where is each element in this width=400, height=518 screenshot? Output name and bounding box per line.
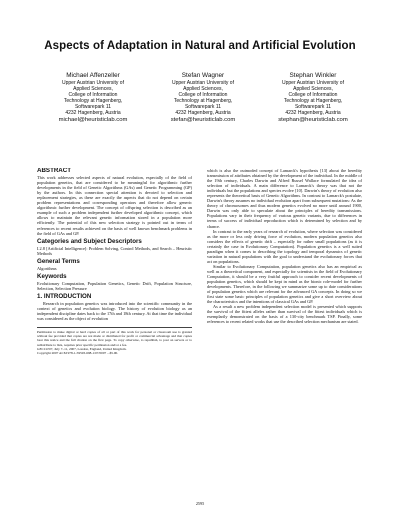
author-affiliation-line: Applied Sciences, [293, 86, 333, 93]
copyright-line: Copyright 2007 ACM 978-1-59593-698-1/07/0007 ...$5.00. [37, 350, 119, 355]
author-affiliation-line: 4232 Hagenberg, Austria [65, 110, 121, 117]
body-paragraph: which is also the outmoded concept of Lamarck's hypothesis [13] about the heredity transmission of attributes obtained by the development of the individual. In the middle of the 19th century, Charles Darwin and Alfred Russel Wallace formulated the idea of selection of individuals. A main difference to Lamarck's theory was that not the individuals but the populations and species evolve [10]. Darwin's theory of evolution also represents the theoretical basis of Genetic Algorithms. In contrast to Lamarck's postulate, Darwin's theory assumes no individual evolution apart from subsequent mutations: As the theory of chromosomes and thus modern genetics evolved no more until around 1900, Darwin was only able to speculate about the principles of heredity transmissions. Populations vary in their frequency of various genetic variants, due to differences in terms of success of individual reproduction which is determined by selection and by chance. [207, 168, 362, 229]
general-terms-text: Algorithms [37, 265, 57, 271]
paper-title: Aspects of Adaptation in Natural and Artificial Evolution [44, 40, 356, 52]
abstract-heading: ABSTRACT [37, 168, 72, 174]
author-block [38, 72, 368, 124]
author-affiliation-line: Technology at Hagenberg, [173, 98, 233, 105]
author-3 [258, 72, 368, 124]
page-number: 2595 [195, 501, 205, 506]
introduction-text: Research in population genetics was introduced into the scientific community in the context of genetics and evolution biology. The history of evolution biology as an independent discipline dates back to the 17th and 18th century. At that time the individual was considered as the object of evolution [37, 301, 192, 322]
author-affiliation-line: Softwarepark 11 [74, 104, 112, 111]
keywords-heading: Keywords [37, 272, 67, 280]
body-paragraph: Similar to Evolutionary Computation, population genetics also has an empirical as well as a theoretical component, and especially for scientists in the field of Evolutionary Computation, it should be a very fruitful approach to consider recent developments of population genetics, which should be kept in mind as the bionic role-model for further developments. Therefore, in the following we summarize some up to date considerations of population genetics which are relevant for the advanced GA concepts. In doing so we first state some basic principles of population genetics and give a short overview about the characteristics and the intentions of classical GAs and GP. [207, 263, 362, 305]
permission-text: Permission to make digital or hard copies of all or part of this work for personal or classroom use is granted without fee provided that copies are not made or distributed for profit or commercial advantage and that copies bear this notice and the full citation on the first page. To copy otherwise, to republish, to post on servers or to redistribute to lists, requires prior specific permission and/or a fee. [37, 330, 192, 347]
author-1 [38, 72, 148, 124]
author-name: Stephan Winkler [289, 72, 337, 79]
author-affiliation-line: Softwarepark 11 [184, 104, 222, 111]
author-email[interactable]: stephan@heuristiclab.com [278, 116, 348, 123]
author-email[interactable]: michael@heuristiclab.com [58, 116, 128, 123]
general-terms-heading: General Terms [37, 257, 80, 265]
author-affiliation-line: Upper Austrian University of [282, 80, 344, 86]
author-affiliation-line: Technology at Hagenberg, [283, 98, 343, 105]
left-column [37, 168, 192, 508]
categories-text: I.2.8 [Artificial Intelligence]: Problem Solving, Control Methods, and Search – Heuristic Methods [37, 245, 192, 256]
author-name: Stefan Wagner [181, 72, 225, 79]
author-affiliation-line: College of Information [178, 92, 228, 99]
author-affiliation-line: Applied Sciences, [183, 86, 223, 93]
author-affiliation-line: 4232 Hagenberg, Austria [175, 110, 231, 117]
categories-heading: Categories and Subject Descriptors [37, 237, 142, 245]
body-paragraph: As a result a new problem independent selection model is presented which supports the survival of the fittest alleles rather than survival of the fittest individuals which is exemplarily demonstrated on the basis of a 130-city benchmark TSP. Finally, some references to recent related works that use the described selection mechanism are stated. [207, 304, 362, 325]
author-2 [148, 72, 258, 124]
author-affiliation-line: Applied Sciences, [73, 86, 113, 93]
abstract-text: This work addresses selected aspects of natural evolution, especially of the field of population genetics, that are considered to be meaningful for algorithmic further developments in the field of Genetic Algorithms (GAs) and Genetic Programming (GP) by the authors. In this connection special attention is devoted to selection and replacement strategies, as these are exactly the aspects that do not depend on certain problem representations and corresponding operators and therefore allow generic algorithmic further development. The concept of offspring selection is described as an example of such a problem independent further developed algorithmic concept, which allows to maintain the relevant genetic information stored in a population more efficiently. The potential of this new selection strategy is pointed out in terms of references to recent results achieved on the basis of well known benchmark problems in the field of GAs and GP. [37, 175, 192, 236]
author-affiliation-line: Upper Austrian University of [172, 80, 234, 86]
author-affiliation-line: Upper Austrian University of [62, 80, 124, 86]
introduction-heading: 1. INTRODUCTION [37, 292, 92, 300]
author-name: Michael Affenzeller [66, 72, 120, 79]
author-email[interactable]: stefan@heuristiclab.com [170, 116, 236, 123]
keywords-text: Evolutionary Computation, Population Genetics, Genetic Drift, Population Structure, Selection, Selection Pressure [37, 280, 192, 291]
author-affiliation-line: College of Information [288, 92, 338, 99]
author-affiliation-line: Softwarepark 11 [294, 104, 332, 111]
conference-line: GECCO'07, July 7–11, 2007, London, England, United Kingdom. [37, 346, 127, 351]
body-paragraph: In contrast to the early years of research of evolution, where selection was considered as the more or less only driving force of evolution, modern population genetics also considers the effects of genetic drift – especially for rather small populations (as it is certainly the case in Evolutionary Computation). Population genetics is a well suited paradigm when it comes to describing the topology and temporal dynamics of genetic variation in natural populations with the goal to understand the evolutionary forces that act on populations. [207, 228, 362, 264]
author-affiliation-line: Technology at Hagenberg, [63, 98, 123, 105]
author-affiliation-line: College of Information [68, 92, 118, 99]
permission-notice [37, 327, 192, 355]
author-affiliation-line: 4232 Hagenberg, Austria [285, 110, 341, 117]
right-column [207, 168, 362, 508]
